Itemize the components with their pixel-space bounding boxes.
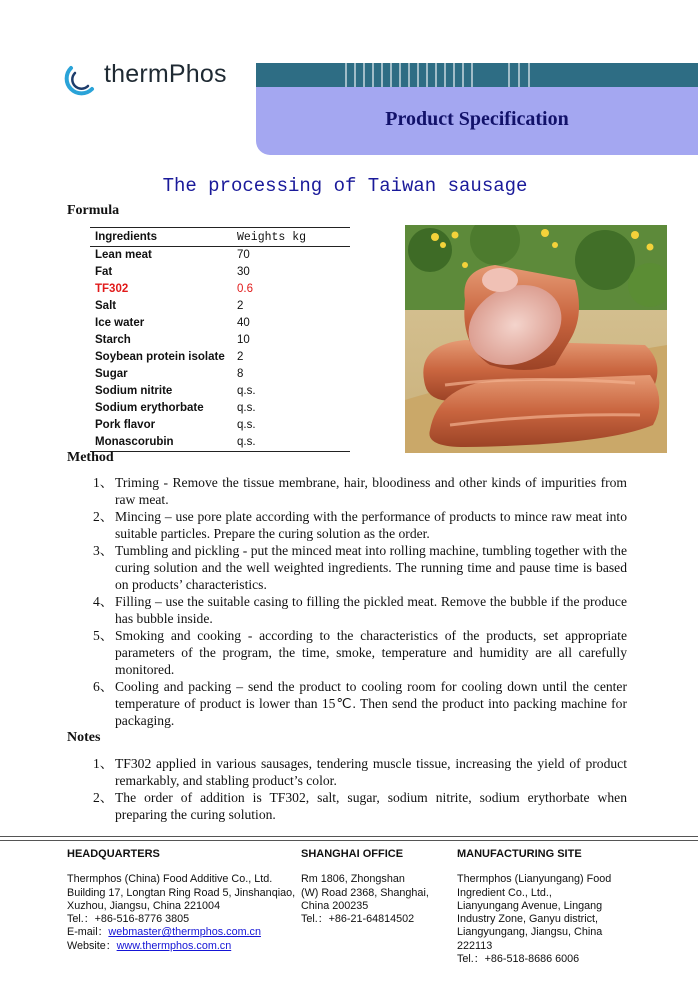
method-step	[93, 593, 627, 627]
item-text: TF302 applied in various sausages, tendering muscle tissue, increasing the yield of product remarkably, and stabling product’s color.	[115, 756, 627, 788]
phone-line: Tel.：+86-518-8686 6006	[457, 953, 580, 966]
address-line: Rm 1806, Zhongshan	[301, 873, 405, 886]
ingredient-name: Sodium erythorbate	[95, 402, 204, 414]
address-line: Xuzhou, Jiangsu, China 221004	[67, 899, 221, 912]
sausage-photo	[405, 225, 667, 453]
address-line: 222113	[457, 939, 493, 952]
address-line: Lianyungang Avenue, Lingang	[457, 899, 603, 912]
footer-divider	[0, 836, 698, 841]
ingredient-weight: 30	[237, 266, 250, 278]
ingredient-weight: q.s.	[237, 385, 256, 397]
table-row	[90, 315, 350, 332]
ingredient-weight: q.s.	[237, 402, 256, 414]
table-row	[90, 281, 350, 298]
footer-heading: HEADQUARTERS	[67, 848, 160, 860]
ingredient-weight: 8	[237, 368, 244, 380]
ingredient-name: Salt	[95, 300, 117, 312]
address-line: Industry Zone, Ganyu district,	[457, 913, 599, 926]
item-text: Filling – use the suitable casing to filling the pickled meat. Remove the bubble if the produce has bubble inside.	[115, 594, 627, 626]
item-number: 3、	[93, 543, 114, 558]
ingredient-name: Sodium nitrite	[95, 385, 173, 397]
item-text: The order of addition is TF302, salt, sugar, sodium nitrite, sodium erythorbate when preparing the curing solution.	[115, 790, 627, 822]
method-heading: Method	[67, 450, 114, 465]
ingredient-weight: 40	[237, 317, 250, 329]
item-number: 4、	[93, 594, 114, 609]
column-header: Weights kg	[232, 228, 350, 247]
item-number: 1、	[93, 475, 114, 490]
method-step	[93, 627, 627, 678]
method-step	[93, 678, 627, 729]
item-number: 1、	[93, 756, 114, 771]
item-number: 5、	[93, 628, 114, 643]
formula-heading: Formula	[67, 203, 120, 218]
footer-heading: SHANGHAI OFFICE	[301, 848, 404, 860]
ingredient-name: Pork flavor	[95, 419, 156, 431]
item-text: Smoking and cooking - according to the characteristics of the products, set appropriate parameters of the program, the time, smoke, temperature and humidity are all carefully monitored.	[115, 628, 627, 677]
ingredient-weight: 70	[237, 249, 250, 261]
ingredient-weight: 2	[237, 351, 244, 363]
note-item	[93, 755, 627, 789]
footer-headquarters	[67, 848, 297, 953]
address-line: Thermphos (China) Food Additive Co., Ltd.	[67, 873, 273, 886]
note-item	[93, 789, 627, 823]
header-band-stripes	[500, 63, 530, 87]
email-label: E-mail：	[67, 926, 109, 939]
website-line	[67, 940, 297, 953]
table-row	[90, 366, 350, 383]
table-row	[90, 247, 350, 265]
notes-heading: Notes	[67, 730, 101, 745]
ingredient-weight: 10	[237, 334, 250, 346]
banner-title: Product Specification	[385, 108, 569, 130]
item-text: Cooling and packing – send the product to cooling room for cooling down until the center temperature of product is lower than 15℃. Then send the product into packing machine for packaging.	[115, 679, 627, 728]
ingredient-name: Ice water	[95, 317, 145, 329]
ingredient-weight: 0.6	[237, 283, 253, 295]
ingredient-name: TF302	[95, 283, 129, 295]
item-number: 2、	[93, 790, 114, 805]
ingredient-name: Monascorubin	[90, 434, 232, 452]
address-line: (W) Road 2368, Shanghai,	[301, 886, 429, 899]
header-band-stripes	[338, 63, 478, 87]
item-text: Triming - Remove the tissue membrane, hair, bloodiness and other kinds of impurities from raw meat.	[115, 475, 627, 507]
item-text: Tumbling and pickling - put the minced meat into rolling machine, tumbling together with the curing solution and the well weighted ingredients. The running time and pause time is based on products’ characteristics.	[115, 543, 627, 592]
address-line: Thermphos (Lianyungang) Food	[457, 873, 612, 886]
ingredient-weight: q.s.	[237, 419, 256, 431]
brand-name: thermPhos	[104, 60, 227, 88]
table-row	[90, 332, 350, 349]
footer-heading: MANUFACTURING SITE	[457, 848, 582, 860]
table-row	[90, 400, 350, 417]
table-row	[90, 417, 350, 434]
method-step	[93, 508, 627, 542]
item-number: 6、	[93, 679, 114, 694]
table-row	[90, 349, 350, 366]
method-steps-list	[93, 474, 627, 729]
ingredient-name: Starch	[95, 334, 131, 346]
document-title: The processing of Taiwan sausage	[162, 175, 528, 197]
formula-table-body	[90, 247, 350, 452]
method-step	[93, 474, 627, 508]
ingredient-name: Sugar	[95, 368, 128, 380]
phone-line: Tel.：+86-21-64814502	[301, 913, 415, 926]
phone-line: Tel.：+86-516-8776 3805	[67, 913, 190, 926]
item-text: Mincing – use pore plate according with the performance of products to mince raw meat into suitable particles. Prepare the curing solution as the order.	[115, 509, 627, 541]
footer-shanghai-office	[301, 848, 451, 926]
notes-list	[93, 755, 627, 823]
ingredient-name: Lean meat	[95, 249, 152, 261]
table-row	[90, 383, 350, 400]
email-line	[67, 926, 297, 939]
thermphos-logo-icon	[62, 62, 98, 98]
table-row	[90, 434, 350, 452]
footer-manufacturing-site	[457, 848, 657, 966]
column-header: Ingredients	[90, 228, 232, 247]
method-step	[93, 542, 627, 593]
website-label: Website：	[67, 939, 117, 952]
table-header-row	[90, 228, 350, 247]
address-line: Liangyungang, Jiangsu, China	[457, 926, 603, 939]
address-line: Ingredient Co., Ltd.,	[457, 886, 552, 899]
table-row	[90, 298, 350, 315]
address-line: China 200235	[301, 899, 369, 912]
item-number: 2、	[93, 509, 114, 524]
email-link[interactable]: webmaster@thermphos.com.cn	[108, 926, 261, 939]
table-row	[90, 264, 350, 281]
formula-table	[90, 227, 350, 452]
ingredient-weight: 2	[237, 300, 244, 312]
ingredient-name: Fat	[95, 266, 113, 278]
website-link[interactable]: www.thermphos.com.cn	[116, 939, 232, 952]
address-line: Building 17, Longtan Ring Road 5, Jinshanqiao,	[67, 886, 296, 899]
ingredient-name: Soybean protein isolate	[95, 351, 225, 363]
ingredient-weight: q.s.	[232, 434, 350, 452]
